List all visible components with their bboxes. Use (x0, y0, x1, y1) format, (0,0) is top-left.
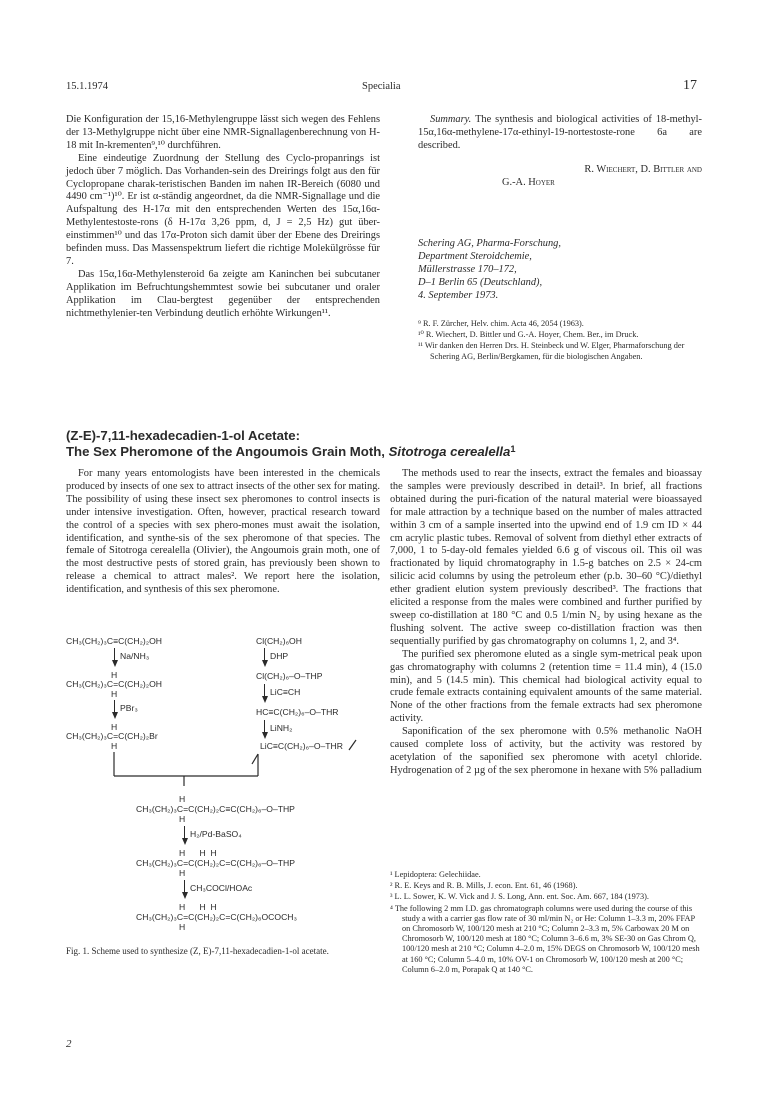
article-title-line-1: (Z-E)-7,11-hexadecadien-1-ol Acetate: (66, 428, 301, 443)
coupled-h-bottom: H (179, 814, 186, 824)
authors (500, 163, 702, 189)
figure-caption: Fig. 1. Scheme used to synthesize (Z, E)-7,11-hexadecadien-1-ol acetate. (66, 946, 329, 956)
article-title (66, 428, 702, 460)
left-bromide-compound: CH₃(CH₂)₃C=C(CH₂)₂Br (66, 731, 158, 741)
final-h-top: H H H (179, 902, 217, 912)
reagent-acetyl-chloride: CH₃COCl/HOAc (190, 883, 253, 893)
article-title-footnote: 1 (510, 444, 516, 454)
diene-h-bottom: H (179, 868, 186, 878)
coupling-bracket (66, 636, 380, 786)
intro-paragraph: For many years entomologists have been interested in the chemicals produced by insects of one sex to attract insects of the other sex for mating. The possibility of using these insect sex pheromones to control insects is under intensive investigation. Often, however, practical research toward the control of a species with sex phero-mones must await the isolation, identification, and synthe-sis of the sex pheromone of that species. The female of Sitotroga cerealella (Olivier), the Angoumois grain moth, one of the most destructive pests of stored grain, has previously been shown to release a chemical to attract males². We report here the isolation, identification, and synthesis of this sex pheromone. (66, 468, 380, 596)
german-paragraph-3: Das 15α,16α-Methylensteroid 6a zeigte am Kaninchen bei subcutaner Applikation im Befruchtungshemmtest sowie bei subcutaner und oraler Applikation im Clau-bergtest gegenüber der entsprechenden nichtmethylenier-ten Verbindung deutlich erhöhte Wirkungen¹¹. (66, 268, 380, 319)
methods-paragraph: The methods used to rear the insects, extract the females and bioassay the samples were previously described in detail³. In brief, all fractions obtained during the puri-fication of the natural material were bioassayed for male attraction by a technique based on the number of males attracted within 3 cm of a sample inserted into the upwind end of 1.9 cm ID × 44 cm acrylic plastic tubes. Removal of solvent from diethyl ether extracts of 7,000, 1 to 5-day-old females yielded 6.6 g of viscous oil. This oil was fractionated by liquid chromatography in 1.5-g batches on 2.5 × 24-cm silicic acid columns by using the petroleum ether (p.b. 30–60 °C)/diethyl ether gradient elution system previously described³. The fractions that elicited a response from the males were combined and further purified by sweep co-distillation at 180 °C and 0.5 1/min N₂ by using hexane as the flushing solvent. The active sweep co-distillation fraction was then sequentially purified by gas chromatography on columns 1, 2, and 3⁴. (390, 468, 702, 647)
affiliation (418, 237, 702, 302)
summary-text: The synthesis and biological activities of 18-methyl-15α,16α-methylene-17α-ethinyl-19-nortestoste-rone 6a are described. (418, 114, 702, 151)
left-start-compound: CH₃(CH₂)₃C≡C(CH₂)₂OH (66, 636, 163, 646)
running-date: 15.1.1974 (66, 81, 108, 92)
footnote-2: ² R. E. Keys and R. B. Mills, J. econ. Ent. 61, 46 (1968). (390, 881, 578, 891)
german-column (66, 114, 380, 321)
reagent-lithium-acetylide: LiC≡CH (270, 687, 301, 697)
summary-block (418, 114, 702, 153)
methods-column (390, 468, 702, 778)
reagent-na-nh3: Na/NH₃ (120, 651, 150, 661)
affiliation-line-2: Department Steroidchemie, (418, 251, 532, 262)
coupled-compound: CH₃(CH₂)₃C=C(CH₂)₂C≡C(CH₂)₆–O–THP (136, 804, 295, 814)
affiliation-line-5: 4. September 1973. (418, 290, 499, 301)
diene-h-top: H H H (179, 848, 217, 858)
purified-paragraph: The purified sex pheromone eluted as a single sym-metrical peak upon gas chromatography with columns 2 (retention time = 11.4 min), 4 (15.0 min), and 5 (14.5 min). This chemical had biological activity equal to crude female extracts containing equivalent amounts of the same material. None of the other fractions from the female extracts had sex pheromone activity. (390, 648, 702, 725)
article-title-species: Sitotroga cerealella (388, 444, 511, 459)
reagent-lindlar: H₂/Pd-BaSO₄ (190, 829, 242, 839)
reagent-linh2: LiNH₂ (270, 723, 293, 733)
german-footnotes (418, 319, 702, 363)
footnote-4: ⁴ The following 2 mm I.D. gas chromatograph columns were used during the course of this study a with a carrier gas flow rate of 30 ml/min N₂ or He: Column 1–3.3 m, 20% FFAP on Chromosorb W, 100/120 mesh at 210 °C; Column 2–3.3 m, 5% Carbowax 20 M on Chromosorb W, 100/120 mesh at 180 °C; Column 3–6.6 m, 3% SE-30 on Gas Chrom Q, 100/120 mesh at 210 °C; Column 4–2.0 m, 15% DEGS on Chromosorb W, 100/120 mesh at 160 °C; Column 5–4.0 m, 10% OV-1 on Chromosorb W, 100/120 mesh at 200 °C; Column 6–2.0 m, Porapak Q at 140 °C. (390, 903, 700, 974)
saponification-paragraph: Saponification of the sex pheromone with 0.5% methanolic NaOH caused complete loss of activity, but the activity was restored by acetylation of the saponified sex pheromone with acetyl chloride. Hydrogenation of 2 µg of the sex pheromone in hexane with 5% palladium (390, 726, 702, 776)
page-foot-number: 2 (66, 1038, 72, 1050)
affiliation-line-4: D–1 Berlin 65 (Deutschland), (418, 277, 543, 288)
article-title-line-2: The Sex Pheromone of the Angoumois Grain Moth, (66, 444, 385, 459)
left-alkene-compound: CH₃(CH₂)₃C=C(CH₂)₂OH (66, 679, 163, 689)
affiliation-line-1: Schering AG, Pharma-Forschung, (418, 238, 561, 249)
left-alkene-h-top: H (111, 670, 118, 680)
left-bromide-h-bottom: H (111, 741, 118, 751)
reagent-dhp: DHP (270, 651, 289, 661)
german-paragraph-1: Die Konfiguration der 15,16-Methylengruppe lässt sich wegen des Fehlens der 13-Methylgruppe nicht über eine NMR-Signallagenberechnung von H-18 mit In-krementen⁹,¹⁰ durchführen. (66, 114, 380, 151)
footnote-3: ³ L. L. Sower, K. W. Vick and J. S. Long, Ann. ent. Soc. Am. 667, 184 (1973). (390, 892, 649, 902)
affiliation-line-3: Müllerstrasse 170–172, (418, 264, 517, 275)
footnote-1: ¹ Lepidoptera: Gelechiidae. (390, 870, 481, 879)
right-alkyne-compound: HC≡C(CH₂)₆–O–THR (256, 707, 339, 717)
coupled-h-top: H (179, 794, 186, 804)
running-section: Specialia (362, 81, 401, 92)
right-thp-compound: Cl(CH₂)₆–O–THP (256, 671, 323, 681)
article-footnotes (390, 870, 702, 976)
authors-line-2: G.-A. Hoyer (502, 177, 555, 188)
diene-compound: CH₃(CH₂)₃C=C(CH₂)₂C=C(CH₂)₆–O–THP (136, 858, 295, 868)
final-h-bottom: H (179, 922, 186, 932)
intro-column (66, 468, 380, 597)
right-start-compound: Cl(CH₂)₆OH (256, 636, 302, 646)
footnote-11: ¹¹ Wir danken den Herren Drs. H. Steinbeck und W. Elger, Pharmaforschung der Schering AG, Berlin/Bergkamen, für die biologischen Angaben. (418, 341, 685, 361)
summary-label: Summary. (430, 114, 472, 125)
authors-line-1: R. Wiechert, D. Bittler and (584, 164, 702, 175)
left-bromide-h-top: H (111, 722, 118, 732)
page-number: 17 (683, 78, 697, 93)
footnote-10: ¹⁰ R. Wiechert, D. Bittler und G.-A. Hoyer, Chem. Ber., im Druck. (418, 330, 639, 340)
footnote-9: ⁹ R. F. Zürcher, Helv. chim. Acta 46, 2054 (1963). (418, 319, 584, 328)
left-alkene-h-bottom: H (111, 689, 118, 699)
reagent-pbr3: PBr₃ (120, 703, 138, 713)
german-paragraph-2: Eine eindeutige Zuordnung der Stellung des Cyclo-propanrings ist jedoch über 7 möglich. Das Vorhanden-sein des Dreirings folgt aus den für Cyclopropane charak-teristischen Banden im nahen IR-Bereich (6080 und 4490 cm⁻¹)¹⁰. Er ist α-ständig angeordnet, da die NMR-Signallage und die Aufspaltung des H-17α mit den entsprechenden Werten des 15α,16α-Methylentestoste-rons (δ H-17α 3,26 ppm, d, J = 2,5 Hz) gut über-einstimmen¹⁰ und das 17α-Proton sich damit über der Ebene des Dreirings befinden muss. Das Massenspektrum liefert die richtige Molekülgrösse für 7. (66, 152, 380, 267)
right-lithium-compound: LiC≡C(CH₂)₆–O–THR (260, 741, 343, 751)
final-compound: CH₃(CH₂)₃C=C(CH₂)₂C=C(CH₂)₆OCOCH₃ (136, 912, 297, 922)
